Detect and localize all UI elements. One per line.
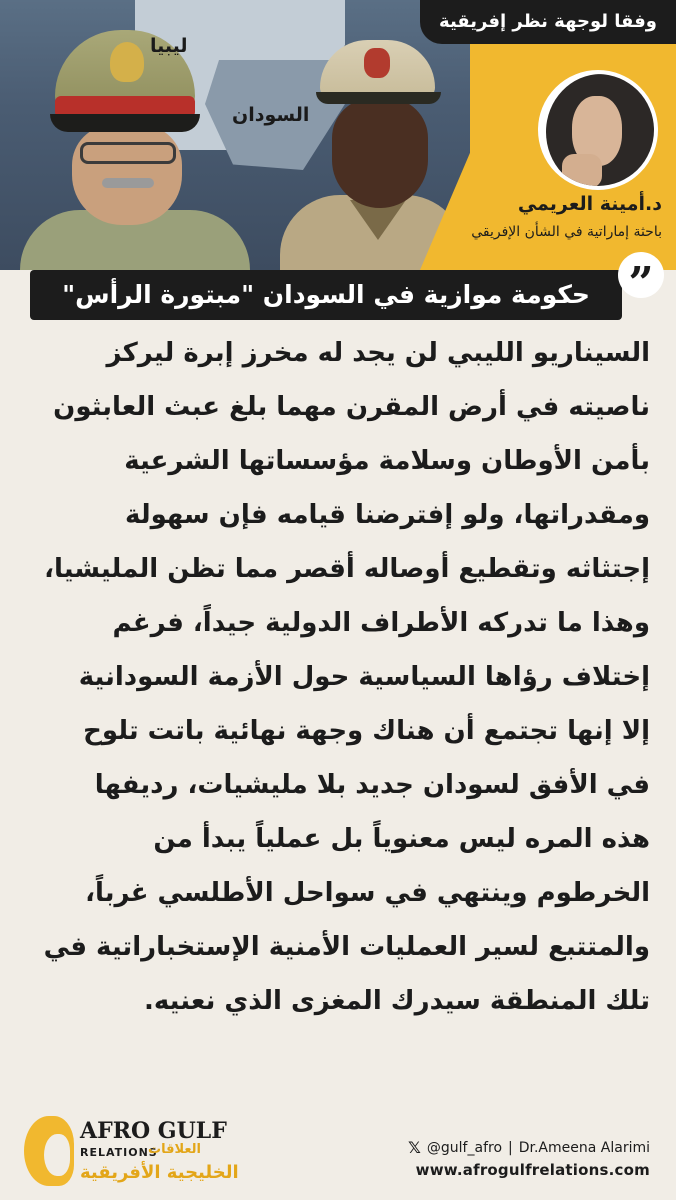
article-line: والمتتبع لسير العمليات الأمنية الإستخباراتية في bbox=[43, 932, 650, 962]
article-body bbox=[26, 326, 650, 1028]
logo-silhouette-icon bbox=[24, 1116, 74, 1186]
article-line: تلك المنطقة سيدرك المغزى الذي نعنيه. bbox=[144, 986, 650, 1016]
article-line: إلا إنها تجتمع أن هناك وجهة نهائية باتت تلوح bbox=[83, 716, 650, 746]
article-line: بأمن الأوطان وسلامة مؤسساتها الشرعية bbox=[124, 446, 650, 476]
logo-text-ar-large: الخليجية الأفريقية bbox=[80, 1162, 239, 1183]
perspective-banner: وفقا لوجهة نظر إفريقية bbox=[420, 0, 676, 44]
author-title: باحثة إماراتية في الشأن الإفريقي bbox=[471, 224, 662, 240]
footer-contact bbox=[310, 1138, 650, 1179]
article-line: ناصيته في أرض المقرن مهما بلغ عبث العابثون bbox=[53, 392, 650, 422]
logo-text-relations: RELATIONS bbox=[80, 1146, 158, 1159]
article-title: حكومة موازية في السودان "مبتورة الرأس" bbox=[30, 270, 622, 320]
author-name-en: Dr.Ameena Alarimi bbox=[518, 1139, 650, 1156]
map-label-libya: ليبيا bbox=[150, 35, 188, 57]
article-line: هذه المره ليس معنوياً بل عملياً يبدأ من bbox=[153, 824, 650, 854]
logo-text-ar-small: العلاقات bbox=[148, 1142, 202, 1157]
article-line: في الأفق لسودان جديد بلا مليشيات، رديفها bbox=[94, 770, 650, 800]
map-label-sudan: السودان bbox=[232, 104, 310, 126]
logo-text-en: AFRO GULF bbox=[80, 1118, 227, 1144]
x-logo-icon: 𝕏 bbox=[408, 1138, 421, 1157]
article-line: إجتثاثه وتقطيع أوصاله أقصر مما تظن المليشيا، bbox=[44, 554, 650, 584]
social-handle[interactable]: @gulf_afro bbox=[426, 1139, 503, 1156]
website-link[interactable]: www.afrogulfrelations.com bbox=[415, 1161, 650, 1179]
military-leader-photo-left bbox=[30, 30, 240, 270]
author-avatar bbox=[538, 70, 658, 190]
afro-gulf-logo bbox=[18, 1110, 248, 1192]
article-line: الخرطوم وينتهي في سواحل الأطلسي غرباً، bbox=[85, 878, 650, 908]
article-line: إختلاف رؤاها السياسية حول الأزمة السودانية bbox=[78, 662, 650, 692]
quote-icon: ” bbox=[618, 252, 664, 298]
header-photo bbox=[0, 0, 470, 270]
article-line: السيناريو الليبي لن يجد له مخرز إبرة ليركز bbox=[106, 338, 650, 368]
author-name: د.أمينة العريمي bbox=[517, 193, 662, 215]
separator: | bbox=[508, 1139, 513, 1156]
article-line: وهذا ما تدركه الأطراف الدولية جيداً، فرغم bbox=[112, 608, 650, 638]
article-line: ومقدراتها، ولو إفترضنا قيامه فإن سهولة bbox=[125, 500, 650, 530]
